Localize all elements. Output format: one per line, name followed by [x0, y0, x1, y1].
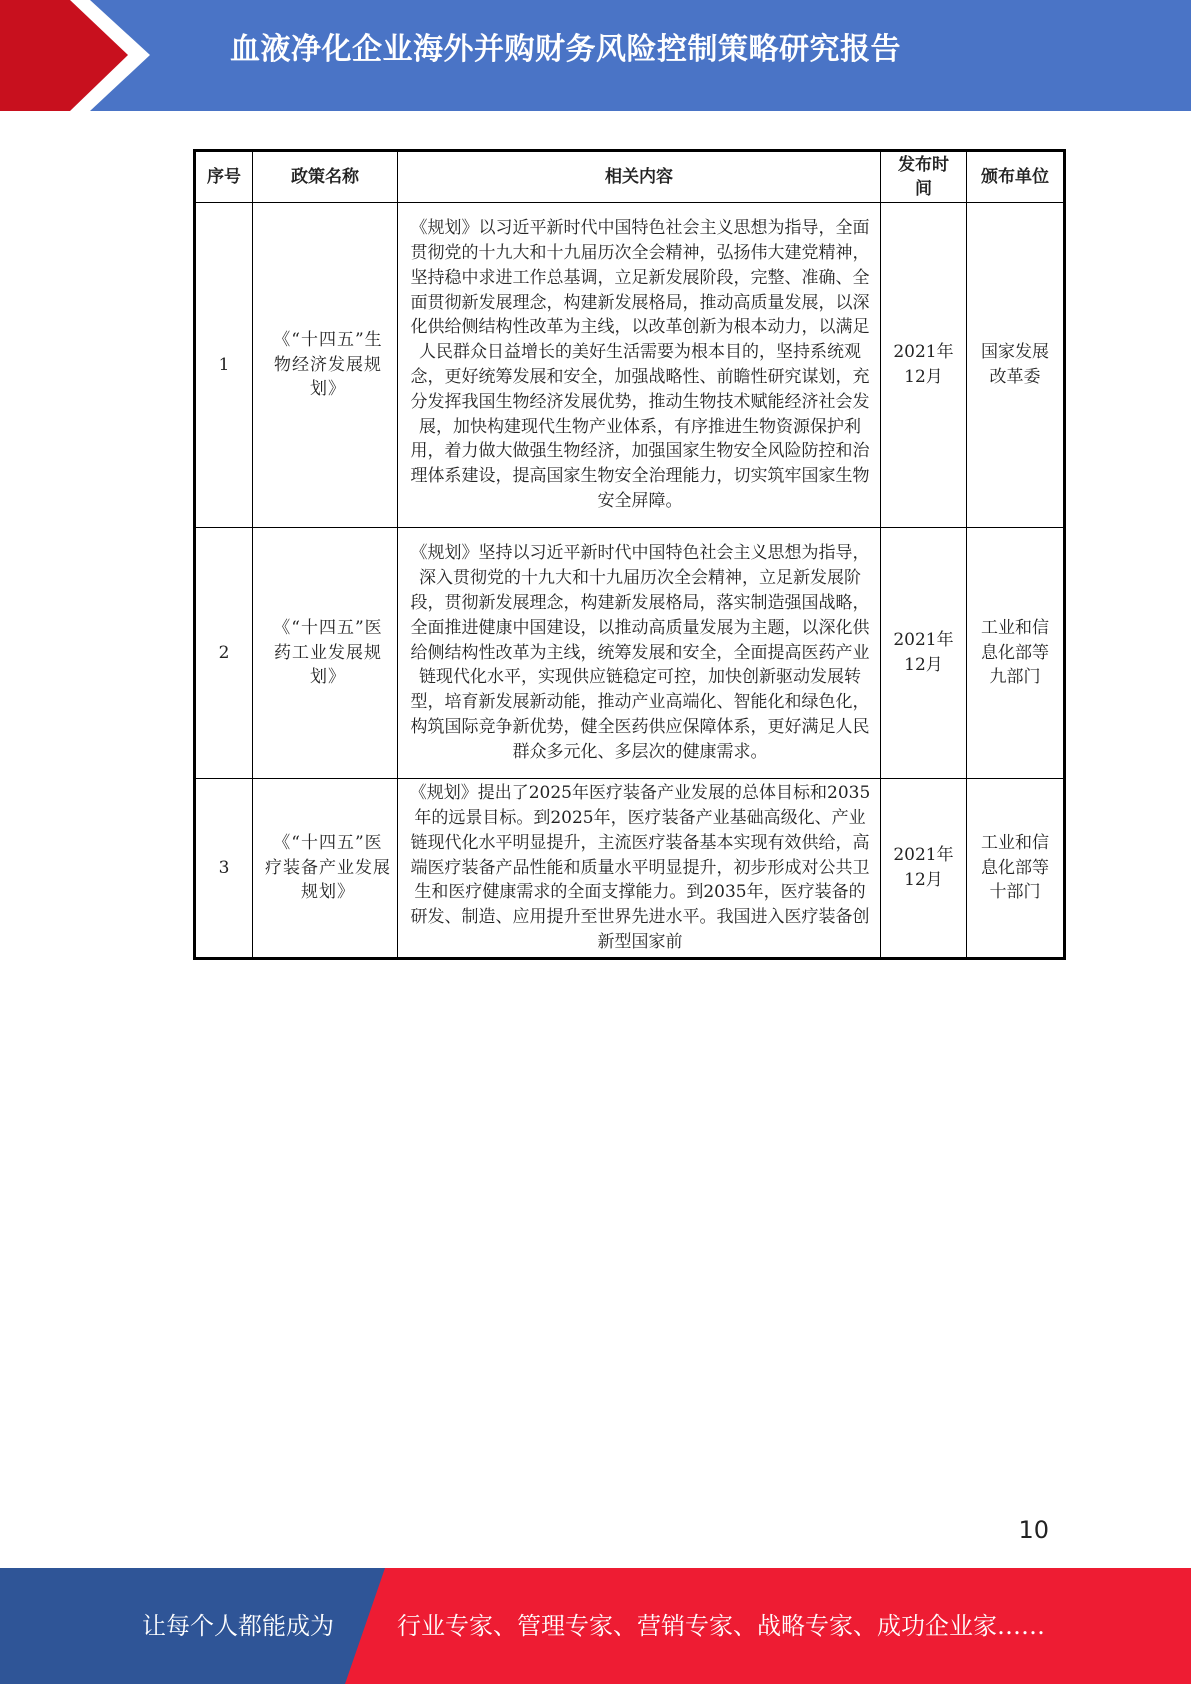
row-date: 2021年12月	[881, 528, 967, 779]
footer-slogan-right: 行业专家、管理专家、营销专家、战略专家、成功企业家……	[397, 1612, 1045, 1640]
row-index: 2	[195, 528, 253, 779]
column-header-content: 相关内容	[398, 151, 881, 203]
policy-table	[193, 149, 1066, 960]
report-title: 血液净化企业海外并购财务风险控制策略研究报告	[230, 32, 901, 67]
row-policy-name: 《“十四五”医药工业发展规划》	[253, 528, 398, 779]
row-policy-name: 《“十四五”医疗装备产业发展规划》	[253, 779, 398, 959]
row-index: 3	[195, 779, 253, 959]
row-policy-name: 《“十四五”生物经济发展规划》	[253, 203, 398, 528]
row-issuer: 工业和信息化部等九部门	[967, 528, 1065, 779]
table-row	[195, 203, 1065, 528]
row-content: 《规划》以习近平新时代中国特色社会主义思想为指导，全面贯彻党的十九大和十九届历次全会精神，弘扬伟大建党精神，坚持稳中求进工作总基调，立足新发展阶段，完整、准确、全面贯彻新发展理念，构建新发展格局，推动高质量发展，以深化供给侧结构性改革为主线，以改革创新为根本动力，以满足人民群众日益增长的美好生活需要为根本目的，坚持系统观念，更好统筹发展和安全，加强战略性、前瞻性研究谋划，充分发挥我国生物经济发展优势，推动生物技术赋能经济社会发展，加快构建现代生物产业体系，有序推进生物资源保护利用，着力做大做强生物经济，加强国家生物安全风险防控和治理体系建设，提高国家生物安全治理能力，切实筑牢国家生物安全屏障。	[398, 203, 881, 528]
column-header-date: 发布时间	[881, 151, 967, 203]
column-header-index: 序号	[195, 151, 253, 203]
row-date: 2021年12月	[881, 203, 967, 528]
row-index: 1	[195, 203, 253, 528]
column-header-policy-name: 政策名称	[253, 151, 398, 203]
page-header	[0, 0, 1191, 111]
table-header-row	[195, 151, 1065, 203]
header-arrow-red-chevron	[0, 0, 128, 111]
policy-table-container	[193, 149, 1063, 960]
table-row	[195, 528, 1065, 779]
column-header-issuer: 颁布单位	[967, 151, 1065, 203]
row-content: 《规划》提出了2025年医疗装备产业发展的总体目标和2035年的远景目标。到2025年，医疗装备产业基础高级化、产业链现代化水平明显提升，主流医疗装备基本实现有效供给，高端医疗装备产品性能和质量水平明显提升，初步形成对公共卫生和医疗健康需求的全面支撑能力。到2035年，医疗装备的研发、制造、应用提升至世界先进水平。我国进入医疗装备创新型国家前	[398, 779, 881, 959]
page-number: 10	[1018, 1516, 1049, 1544]
row-date: 2021年12月	[881, 779, 967, 959]
row-content: 《规划》坚持以习近平新时代中国特色社会主义思想为指导，深入贯彻党的十九大和十九届历次全会精神，立足新发展阶段，贯彻新发展理念，构建新发展格局，落实制造强国战略，全面推进健康中国建设，以推动高质量发展为主题，以深化供给侧结构性改革为主线，统筹发展和安全，全面提高医药产业链现代化水平，实现供应链稳定可控，加快创新驱动发展转型，培育新发展新动能，推动产业高端化、智能化和绿色化，构筑国际竞争新优势，健全医药供应保障体系，更好满足人民群众多元化、多层次的健康需求。	[398, 528, 881, 779]
row-issuer: 国家发展改革委	[967, 203, 1065, 528]
row-issuer: 工业和信息化部等十部门	[967, 779, 1065, 959]
header-arrow-decoration	[0, 0, 160, 111]
table-row	[195, 779, 1065, 959]
footer-slogan-left: 让每个人都能成为	[142, 1612, 334, 1640]
page-footer	[0, 1568, 1191, 1684]
